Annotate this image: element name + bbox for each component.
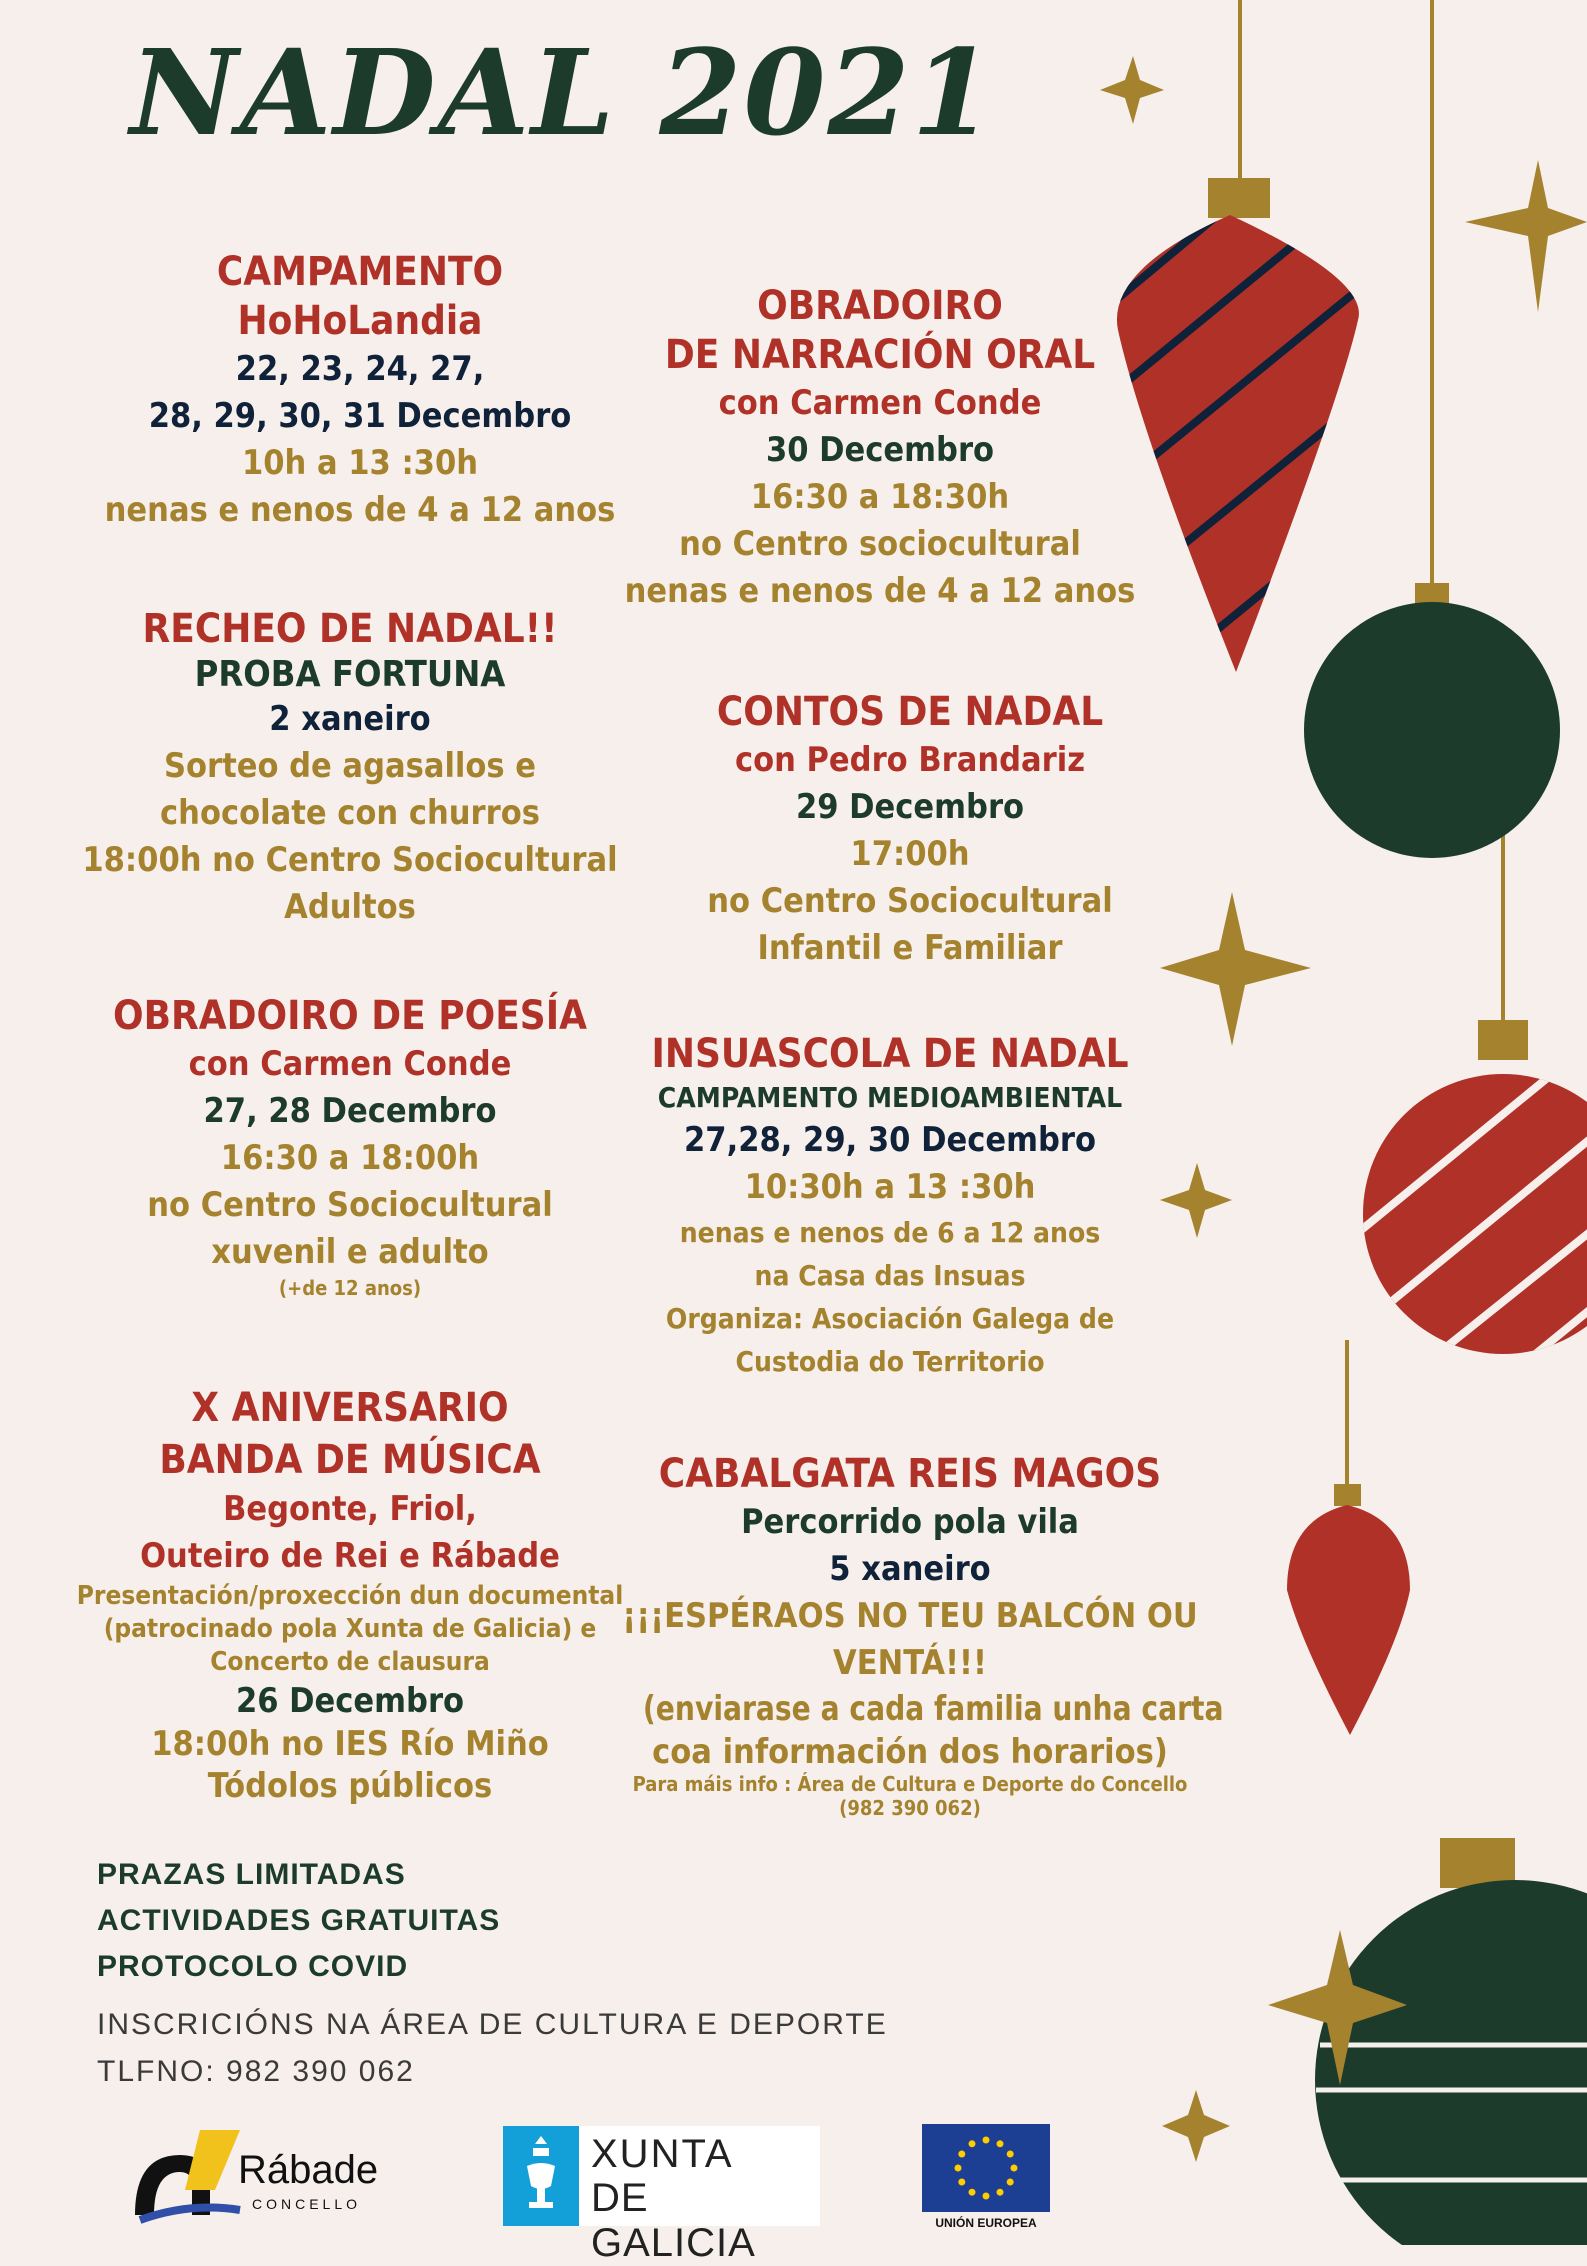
event-more-info: Para máis info : Área de Cultura e Deporte do Concello [632,1772,1188,1796]
event-dates: 28, 29, 30, 31 Decembro [148,396,572,436]
eu-logo [922,2124,1050,2236]
event-title: CABALGATA REIS MAGOS [658,1451,1162,1497]
event-place: na Casa das Insuas [754,1259,1026,1292]
event-call: ¡¡¡ESPÉRAOS NO TEU BALCÓN OU [622,1596,1198,1636]
event-time: 17:00h [850,834,970,874]
eu-star-icon [983,2193,990,2200]
event-dates: 22, 23, 24, 27, [235,349,485,389]
event-audience: Adultos [284,887,416,927]
xunta-logo [503,2126,820,2265]
event-title: BANDA DE MÚSICA [159,1437,541,1483]
event-aniversario [60,1382,640,1807]
eu-star-icon [997,2189,1004,2196]
event-place: no Centro Sociocultural [707,881,1113,921]
event-date: 2 xaneiro [269,699,431,739]
eu-star-icon [955,2165,962,2172]
event-date: 30 Decembro [765,430,995,470]
eu-label: UNIÓN EUROPEA [935,2216,1037,2230]
event-description: Presentación/proxección dun documental [76,1581,624,1611]
event-title: HoHoLandia [237,298,483,344]
event-bands: Outeiro de Rei e Rábade [140,1536,560,1576]
xunta-name: XUNTA [591,2132,734,2176]
eu-star-icon [969,2189,976,2196]
event-info: (enviarase a cada familia unha carta [642,1689,1224,1729]
event-date: 29 Decembro [795,787,1025,827]
eu-star-icon [1007,2179,1014,2186]
event-host: con Pedro Brandariz [734,740,1086,780]
eu-star-icon [1007,2151,1014,2158]
event-description: chocolate con churros [160,793,540,833]
event-organizer: Custodia do Territorio [735,1345,1045,1378]
event-date: 26 Decembro [235,1681,465,1721]
event-host: con Carmen Conde [718,383,1042,423]
event-campamento [60,248,660,534]
green-ball-ornament [1304,583,1560,858]
event-place: no Centro Sociocultural [147,1185,553,1225]
eu-star-icon [1011,2165,1018,2172]
eu-star-icon [969,2140,976,2147]
eu-star-icon [958,2151,965,2158]
event-title: X ANIVERSARIO [191,1385,509,1431]
red-drop-ornament [1287,1484,1410,1735]
event-info: coa información dos horarios) [652,1732,1168,1772]
event-subtitle: Percorrido pola vila [741,1502,1079,1542]
event-title: INSUASCOLA DE NADAL [651,1031,1129,1077]
event-time: 16:30 a 18:30h [750,477,1010,517]
event-place: 18:00h no Centro Sociocultural [82,840,618,880]
event-audience: nenas e nenos de 6 a 12 anos [679,1216,1101,1249]
event-date: 27, 28 Decembro [203,1091,497,1131]
event-poesia [60,992,640,1300]
footer-covid: PROTOCOLO COVID [97,1950,409,1983]
event-call: VENTÁ!!! [833,1643,987,1683]
event-more-info: (982 390 062) [839,1796,981,1820]
eu-star-icon [983,2137,990,2144]
event-bands: Begonte, Friol, [223,1489,477,1529]
xunta-name-2: DE GALICIA [591,2176,756,2265]
event-title: OBRADOIRO DE POESÍA [113,993,587,1039]
event-organizer: Organiza: Asociación Galega de [665,1302,1115,1335]
event-note: (+de 12 anos) [278,1276,422,1300]
event-title: CAMPAMENTO [216,249,504,295]
green-striped-ball-ornament [1315,1838,1587,2245]
footer-free: ACTIVIDADES GRATUITAS [97,1904,501,1937]
event-title: RECHEO DE NADAL!! [142,606,558,652]
event-time: 16:30 a 18:00h [220,1138,480,1178]
event-description: (patrocinado pola Xunta de Galicia) e [103,1614,597,1644]
event-subtitle: PROBA FORTUNA [194,654,506,695]
red-striped-ball-ornament [1300,1000,1587,1470]
event-time: 10:30h a 13 :30h [744,1167,1036,1207]
rabade-subtitle: CONCELLO [252,2196,362,2212]
event-description: Sorteo de agasallos e [163,746,537,786]
eu-flag-icon [922,2124,1050,2212]
event-date: 5 xaneiro [829,1549,991,1589]
event-audience: Tódolos públicos [207,1766,493,1806]
event-title: DE NARRACIÓN ORAL [664,332,1096,378]
rabade-emblem-icon [130,2120,250,2230]
event-insuascola [600,1030,1180,1383]
rabade-logo [130,2120,390,2230]
event-place: no Centro sociocultural [679,524,1081,564]
event-title: CONTOS DE NADAL [716,689,1104,735]
eu-star-icon [958,2179,965,2186]
event-place: 18:00h no IES Río Miño [151,1724,549,1764]
eu-star-icon [997,2140,1004,2147]
rabade-name: Rábade [238,2148,379,2192]
footer-phone: TLFNO: 982 390 062 [97,2055,415,2088]
event-subtitle: CAMPAMENTO MEDIOAMBIENTAL [657,1081,1123,1114]
footer-registration: INSCRICIÓNS NA ÁREA DE CULTURA E DEPORTE [97,2008,888,2041]
event-narracion [600,282,1160,615]
event-audience: nenas e nenos de 4 a 12 anos [104,490,616,530]
event-host: con Carmen Conde [188,1044,512,1084]
event-dates: 27,28, 29, 30 Decembro [684,1120,1096,1160]
event-audience: nenas e nenos de 4 a 12 anos [624,571,1136,611]
event-time: 10h a 13 :30h [241,443,479,483]
xunta-emblem-icon [503,2126,579,2226]
event-description: Concerto de clausura [210,1647,490,1677]
event-cabalgata [620,1450,1224,1820]
event-title: OBRADOIRO [757,283,1003,329]
event-audience: Infantil e Familiar [757,928,1063,968]
event-recheo [60,605,640,931]
footer-limited: PRAZAS LIMITADAS [97,1858,406,1891]
event-contos [640,688,1180,972]
page-title: NADAL 2021 [130,23,996,162]
event-audience: xuvenil e adulto [211,1232,489,1272]
